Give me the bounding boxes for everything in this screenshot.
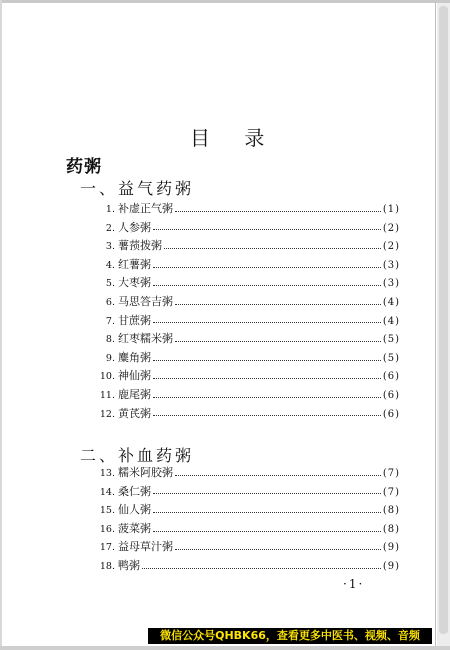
toc-dot-leader: [175, 475, 381, 476]
toc-dot-leader: [175, 341, 381, 342]
toc-entry-page: (9): [382, 560, 400, 572]
toc-entry-page: (6): [382, 389, 400, 401]
toc-entry: [92, 237, 400, 256]
toc-entry-title: 益母草汁粥: [118, 540, 173, 554]
toc-entry-title: 大枣粥: [118, 276, 151, 290]
toc-entry: [92, 330, 400, 349]
viewer-bottom-edge: [0, 646, 450, 650]
toc-entry-number: 8.: [105, 334, 115, 346]
page-number: ·1·: [343, 577, 365, 591]
toc-entry-number: 18.: [99, 560, 115, 572]
toc-entry-page: (2): [382, 222, 400, 234]
book-heading: 药粥: [66, 157, 102, 177]
toc-entry-title: 薯蓣拨粥: [118, 239, 162, 253]
toc-entry: [92, 405, 400, 424]
toc-entry: [92, 464, 400, 483]
toc-dot-leader: [175, 304, 381, 305]
toc-entry-title: 人参粥: [118, 220, 151, 234]
toc-entry-number: 13.: [99, 468, 115, 479]
toc-entry-page: (1): [382, 204, 400, 215]
vertical-scrollbar-thumb[interactable]: [439, 6, 448, 634]
toc-entry-number: 7.: [105, 315, 115, 327]
toc-entry-number: 5.: [105, 278, 115, 290]
toc-dot-leader: [153, 360, 381, 361]
toc-entry-page: (3): [382, 278, 400, 290]
toc-entry-title: 糯米阿胶粥: [118, 466, 173, 479]
toc-dot-leader: [153, 229, 381, 230]
toc-entry: [92, 483, 400, 502]
toc-entry: [92, 367, 400, 386]
toc-entry: [92, 293, 400, 312]
toc-entry-title: 鸭粥: [118, 558, 140, 572]
toc-entry: [92, 501, 400, 520]
toc-dot-leader: [153, 397, 381, 398]
toc-entry-page: (8): [382, 505, 400, 517]
toc-entry-number: 17.: [99, 542, 115, 554]
toc-entry-number: 1.: [105, 204, 115, 215]
toc-entry-title: 红枣糯米粥: [118, 332, 173, 346]
toc-entry-title: 鹿尾粥: [118, 387, 151, 401]
toc-dot-leader: [153, 285, 381, 286]
toc-dot-leader: [153, 378, 381, 379]
toc-dot-leader: [175, 211, 381, 212]
toc-list-buxue: [92, 464, 400, 576]
toc-entry-title: 甘蔗粥: [118, 313, 151, 327]
toc-entry: [92, 557, 400, 576]
toc-entry-title: 神仙粥: [118, 369, 151, 383]
toc-dot-leader: [153, 322, 381, 323]
toc-dot-leader: [153, 531, 381, 532]
toc-entry: [92, 200, 400, 219]
toc-entry-number: 9.: [105, 352, 115, 364]
toc-dot-leader: [153, 415, 381, 416]
toc-entry: [92, 386, 400, 405]
toc-entry-page: (2): [382, 241, 400, 253]
toc-entry-number: 4.: [105, 259, 115, 271]
toc-entry-number: 6.: [105, 296, 115, 308]
toc-entry-number: 3.: [105, 241, 115, 253]
toc-entry: [92, 256, 400, 275]
toc-dot-leader: [153, 267, 381, 268]
toc-title: 目 录: [190, 126, 279, 150]
toc-entry-page: (4): [382, 315, 400, 327]
toc-entry: [92, 538, 400, 557]
toc-entry-title: 黄芪粥: [118, 406, 151, 420]
toc-entry-page: (4): [382, 296, 400, 308]
toc-entry-page: (6): [382, 371, 400, 383]
toc-entry-page: (5): [382, 352, 400, 364]
toc-entry-number: 11.: [99, 389, 115, 401]
toc-entry-number: 15.: [99, 505, 115, 517]
toc-entry-number: 16.: [99, 523, 115, 535]
toc-entry-page: (8): [382, 523, 400, 535]
toc-entry: [92, 312, 400, 331]
toc-entry-number: 12.: [99, 408, 115, 420]
toc-entry-title: 桑仁粥: [118, 484, 151, 498]
toc-entry-page: (7): [382, 468, 400, 479]
toc-entry-number: 10.: [99, 371, 115, 383]
toc-entry-number: 14.: [99, 486, 115, 498]
toc-entry: [92, 520, 400, 539]
toc-dot-leader: [175, 549, 381, 550]
toc-list-yiqi: [92, 200, 400, 423]
toc-entry-page: (7): [382, 486, 400, 498]
watermark-banner: 微信公众号QHBK66，查看更多中医书、视频、音频: [148, 628, 432, 644]
toc-entry-title: 仙人粥: [118, 503, 151, 517]
toc-entry-number: 2.: [105, 222, 115, 234]
toc-entry: [92, 274, 400, 293]
toc-entry-title: 补虚正气粥: [118, 202, 173, 215]
toc-entry-title: 麋角粥: [118, 350, 151, 364]
toc-dot-leader: [142, 568, 381, 569]
toc-dot-leader: [153, 512, 381, 513]
toc-dot-leader: [153, 493, 381, 494]
toc-entry-page: (6): [382, 408, 400, 420]
toc-entry: [92, 349, 400, 368]
toc-entry-page: (9): [382, 542, 400, 554]
section-heading-buxue: 二、补血药粥: [80, 446, 195, 465]
toc-entry: [92, 219, 400, 238]
section-heading-yiqi: 一、益气药粥: [80, 179, 195, 198]
toc-entry-page: (3): [382, 259, 400, 271]
toc-entry-title: 红薯粥: [118, 257, 151, 271]
toc-entry-page: (5): [382, 334, 400, 346]
toc-dot-leader: [164, 248, 381, 249]
toc-entry-title: 马思答吉粥: [118, 294, 173, 308]
toc-entry-title: 菠菜粥: [118, 521, 151, 535]
